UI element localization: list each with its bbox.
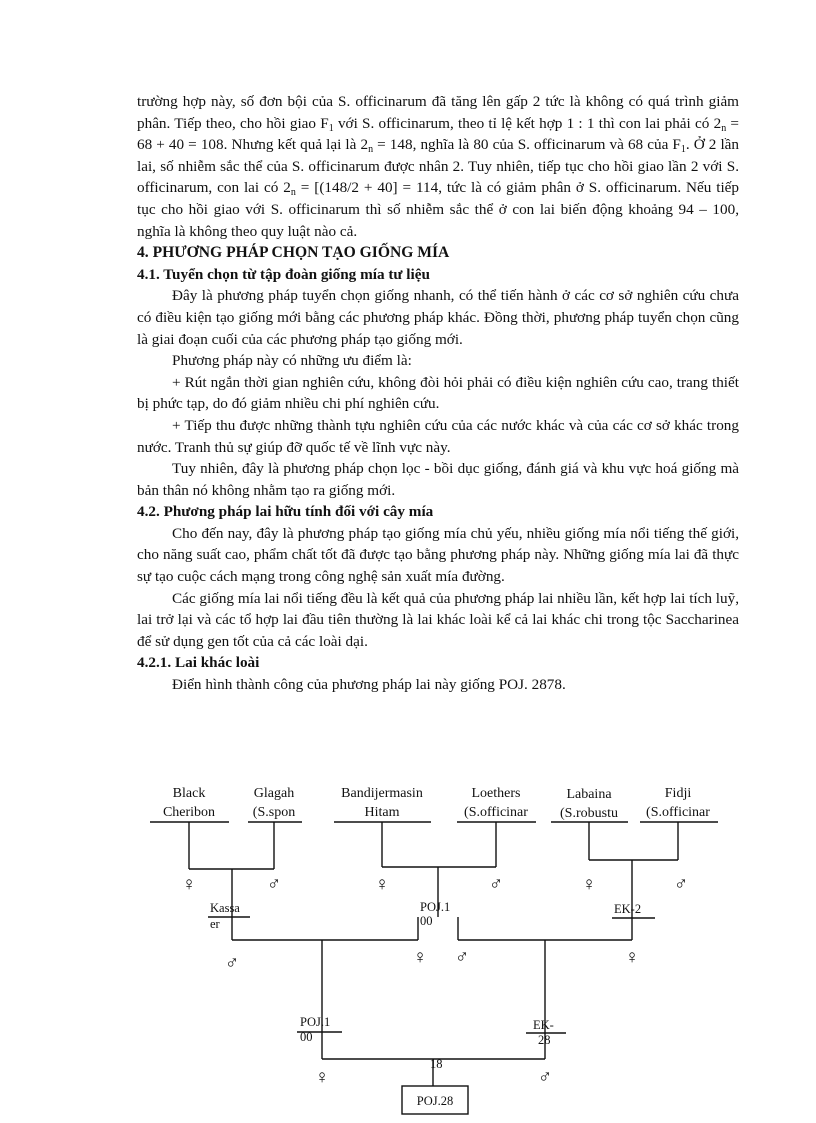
hybrid-label-kassaer: er bbox=[210, 917, 220, 931]
list-item-advantage-1: + Rút ngắn thời gian nghiên cứu, không đòi hỏi phải có điều kiện nghiên cứu cao, trang thiết bị phức tạp, do đó giảm nhiều chi phí nghiên cứu. bbox=[137, 373, 739, 413]
male-symbol: ♂ bbox=[454, 947, 470, 968]
result-label: POJ.28 bbox=[416, 1094, 454, 1108]
parent-label: Bandijermasin bbox=[341, 786, 423, 801]
hybrid-label-ek28: 28 bbox=[538, 1033, 551, 1047]
subsection-heading-4-1: 4.1. Tuyển chọn từ tập đoàn giống mía tư liệu bbox=[137, 265, 430, 283]
paragraph-hybrid-method: Cho đến nay, đây là phương pháp tạo giống mía chủ yếu, nhiều giống mía nổi tiếng thế giới, cho năng suất cao, phẩm chất tốt đã được tạo bằng phương pháp này. Những giống mía lai đã thực sự tạo cuộc cách mạng trong công nghệ sản xuất mía đường. bbox=[137, 524, 739, 586]
paragraph-selection: Đây là phương pháp tuyển chọn giống nhanh, có thể tiến hành ở các cơ sở nghiên cứu chưa có điều kiện tạo giống mới bằng các phương pháp khác. Đồng thời, phương pháp tuyển chọn cũng là giai đoạn cuối của các phương pháp tạo giống mới. bbox=[137, 287, 739, 348]
female-symbol: ♀ bbox=[181, 874, 197, 895]
female-symbol: ♀ bbox=[581, 874, 597, 895]
paragraph-chromosome: trường hợp này, số đơn bội của S. officinarum đã tăng lên gấp 2 tức là không có quá trình giảm phân. Tiếp theo, cho hồi giao $F_1$ với S. officinarum, theo tỉ lệ kết hợp 1 : 1 thì con lai phải có $2_n = 68 + 40 = 108$. Nhưng kết quả lại là $2_n = 148$, nghĩa là 80 của S. officinarum và 68 của $F_1$. Ở 2 lần lai, số nhiễm sắc thể của S. officinarum được nhân 2. Tuy nhiên, tiếp tục cho hồi giao lần 2 với S. officinarum, con lai có $2_n = [(148/2 + 40] = 114$, tức là có giảm phân ở S. officinarum. Nếu tiếp tục cho hồi giao với S. officinarum thì số nhiễm sắc thể ở con lai biến động khoảng 94 – 100, nghĩa là không theo quy luật nào cả. bbox=[137, 93, 740, 240]
hybrid-label-ek2: EK-2 bbox=[614, 902, 642, 916]
female-symbol: ♀ bbox=[624, 947, 640, 968]
parent-label: Labaina bbox=[566, 787, 612, 802]
parent-label: (S.officinar bbox=[464, 805, 528, 820]
female-symbol: ♀ bbox=[412, 947, 428, 968]
hybrid-label-number: 18 bbox=[430, 1057, 443, 1071]
parent-label: (S.officinar bbox=[646, 805, 710, 820]
male-symbol: ♂ bbox=[224, 953, 240, 974]
female-symbol: ♀ bbox=[314, 1067, 330, 1088]
male-symbol: ♂ bbox=[537, 1067, 553, 1088]
parent-label: (S.robustu bbox=[560, 806, 618, 821]
parent-label: Fidji bbox=[664, 786, 692, 801]
paragraph-advantages: Phương pháp này có những ưu điểm là: bbox=[172, 352, 412, 370]
paragraph-poj-example: Điển hình thành công của phương pháp lai này giống POJ. 2878. bbox=[172, 676, 566, 694]
hybrid-label-poj100-second: 00 bbox=[300, 1030, 313, 1044]
paragraph-however: Tuy nhiên, đây là phương pháp chọn lọc - bồi dục giống, đánh giá và khu vực hoá giống mà bản thân nó không nhằm tạo ra giống mới. bbox=[137, 460, 739, 499]
subsection-heading-4-2-1: 4.2.1. Lai khác loài bbox=[137, 654, 260, 672]
parent-label: Loethers bbox=[471, 786, 521, 801]
hybrid-label-kassaer: Kassa bbox=[210, 901, 240, 915]
list-item-advantage-2: + Tiếp thu được những thành tựu nghiên cứu của các nước khác và của các cơ sở khác trong nước. Tranh thủ sự giúp đỡ quốc tế về lĩnh vực này. bbox=[137, 416, 739, 456]
hybrid-label-poj100: 00 bbox=[420, 914, 433, 928]
parent-label: (S.spon bbox=[252, 805, 296, 820]
parent-label: Cheribon bbox=[162, 805, 216, 820]
hybrid-label-poj100-second: POJ.1 bbox=[300, 1015, 331, 1029]
hybrid-label-poj100: POJ.1 bbox=[420, 900, 451, 914]
hybrid-label-ek28: EK- bbox=[533, 1018, 554, 1032]
male-symbol: ♂ bbox=[266, 874, 282, 895]
male-symbol: ♂ bbox=[673, 874, 689, 895]
subsection-heading-4-2: 4.2. Phương pháp lai hữu tính đối với cây mía bbox=[137, 503, 434, 521]
paragraph-famous-hybrids: Các giống mía lai nổi tiếng đều là kết quả của phương pháp lai nhiều lần, kết hợp lai tích luỹ, lai trở lại và các tổ hợp lai đầu tiên thường là lai khác loài kể cả lai khác chi trong tộc Saccharinea để sử dụng gen tốt của cả các loài dại. bbox=[137, 589, 739, 650]
male-symbol: ♂ bbox=[488, 874, 504, 895]
parent-label: Hitam bbox=[364, 805, 400, 820]
female-symbol: ♀ bbox=[374, 874, 390, 895]
parent-label: Black bbox=[172, 786, 206, 801]
section-heading-4: 4. PHƯƠNG PHÁP CHỌN TẠO GIỐNG MÍA bbox=[137, 244, 450, 262]
parent-label: Glagah bbox=[253, 786, 295, 801]
